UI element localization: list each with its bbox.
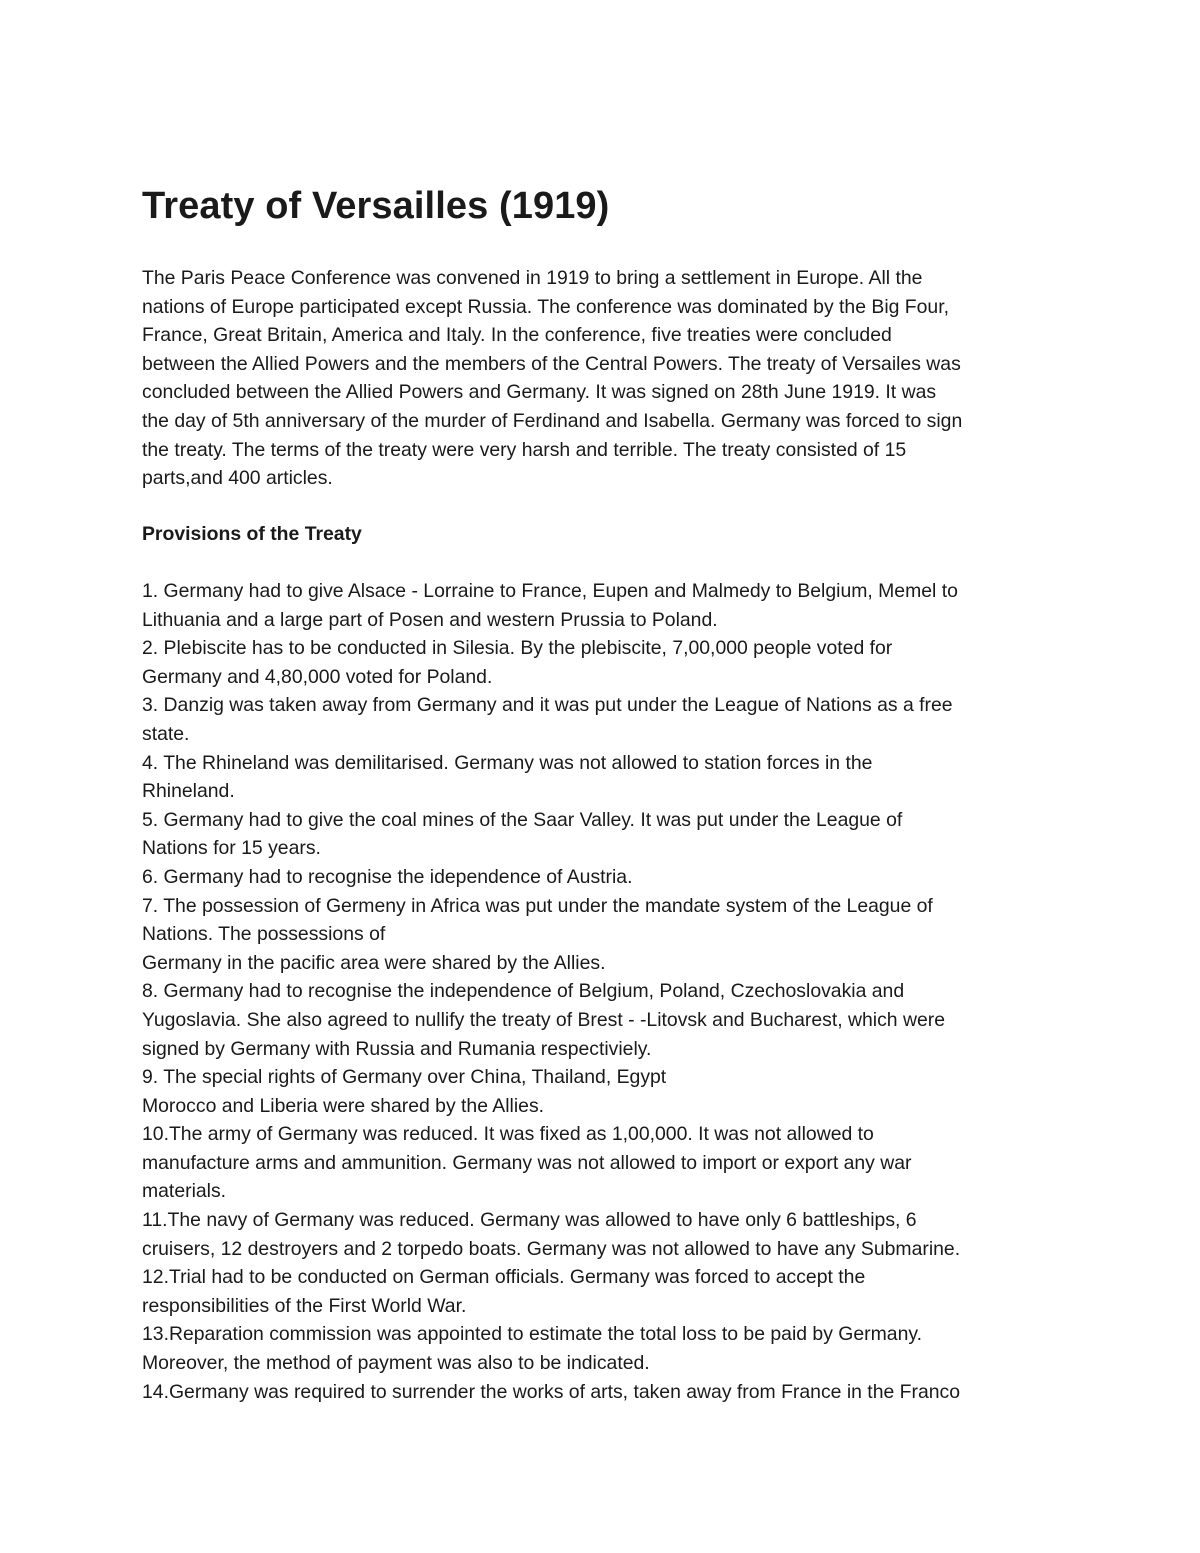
provisions-heading: Provisions of the Treaty [142,523,362,545]
provision-line: responsibilities of the First World War. [142,1294,467,1317]
provision-line: manufacture arms and ammunition. Germany was not allowed to import or export any war [142,1151,912,1174]
intro-line: the day of 5th anniversary of the murder of Ferdinand and Isabella. Germany was forced to sign [142,409,963,432]
provision-line: Morocco and Liberia were shared by the Allies. [142,1094,545,1117]
provision-line: 11.The navy of Germany was reduced. Germany was allowed to have only 6 battleships, 6 [142,1209,917,1232]
provision-line: Nations. The possessions of [142,923,386,946]
provision-line: cruisers, 12 destroyers and 2 torpedo boats. Germany was not allowed to have any Submarine. [142,1237,961,1260]
provisions-list [142,577,1062,1406]
provision-line: state. [142,722,190,745]
provision-line: Germany in the pacific area were shared by the Allies. [142,951,606,974]
provision-line: 10.The army of Germany was reduced. It was fixed as 1,00,000. It was not allowed to [142,1123,874,1146]
provision-line: 7. The possession of Germeny in Africa was put under the mandate system of the League of [142,894,933,917]
document-title: Treaty of Versailles (1919) [142,185,610,227]
provision-line: 4. The Rhineland was demilitarised. Germany was not allowed to station forces in the [142,751,873,774]
provision-line: 9. The special rights of Germany over China, Thailand, Egypt [142,1066,667,1089]
intro-line: The Paris Peace Conference was convened in 1919 to bring a settlement in Europe. All the [142,267,923,289]
intro-line: the treaty. The terms of the treaty were very harsh and terrible. The treaty consisted of 15 [142,438,907,461]
provision-line: 6. Germany had to recognise the idependence of Austria. [142,865,633,888]
intro-line: parts,and 400 articles. [142,467,333,490]
provision-line: Yugoslavia. She also agreed to nullify the treaty of Brest - -Litovsk and Bucharest, which were [142,1008,945,1031]
provision-line: 2. Plebiscite has to be conducted in Silesia. By the plebiscite, 7,00,000 people voted for [142,637,893,660]
intro-line: France, Great Britain, America and Italy. In the conference, five treaties were concluded [142,324,892,347]
provision-line: 3. Danzig was taken away from Germany and it was put under the League of Nations as a free [142,694,953,717]
provision-line: Moreover, the method of payment was also to be indicated. [142,1352,650,1375]
intro-line: nations of Europe participated except Russia. The conference was dominated by the Big Four, [142,295,949,318]
provision-line: 1. Germany had to give Alsace - Lorraine to France, Eupen and Malmedy to Belgium, Memel to [142,580,958,602]
provision-line: materials. [142,1180,227,1203]
provision-line: 5. Germany had to give the coal mines of the Saar Valley. It was put under the League of [142,808,903,831]
provision-line: signed by Germany with Russia and Rumania respectiviely. [142,1037,652,1060]
intro-line: concluded between the Allied Powers and Germany. It was signed on 28th June 1919. It was [142,381,937,404]
intro-line: between the Allied Powers and the members of the Central Powers. The treaty of Versailes was [142,352,961,375]
provision-line: 13.Reparation commission was appointed to estimate the total loss to be paid by Germany. [142,1323,922,1346]
intro-paragraph [142,264,1062,493]
provision-line: Rhineland. [142,780,235,803]
provision-line: 12.Trial had to be conducted on German officials. Germany was forced to accept the [142,1266,866,1289]
provision-line: Nations for 15 years. [142,837,321,860]
provision-line: Germany and 4,80,000 voted for Poland. [142,665,493,688]
provision-line: 14.Germany was required to surrender the works of arts, taken away from France in the Franco [142,1380,960,1403]
provision-line: 8. Germany had to recognise the independence of Belgium, Poland, Czechoslovakia and [142,980,905,1003]
provision-line: Lithuania and a large part of Posen and western Prussia to Poland. [142,608,718,631]
